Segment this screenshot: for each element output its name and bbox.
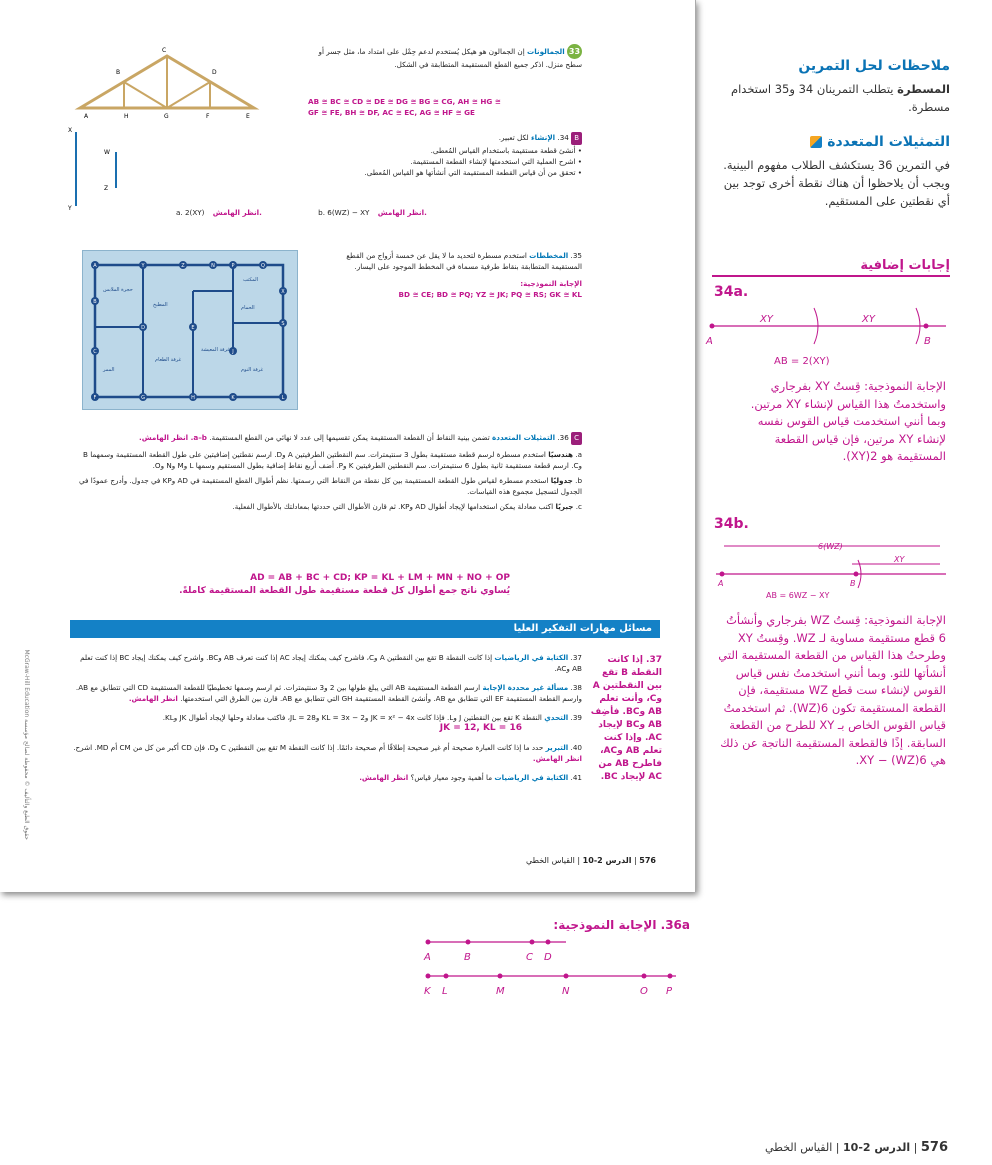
exercise-34-b-note: انظر الهامش.	[377, 208, 427, 217]
answer-34a-text: الإجابة النموذجية: قِستُ XY بفرجاري واستخدمتُ هذا القياس لإنشاء XY مرتين. وبما أنني استخدمت قياس القوس نفسه لإنشاء XY مرتين، فإن قياس القطعة المستقيمة هو 2(XY).	[750, 379, 946, 463]
fig34b-xy: XY	[894, 555, 905, 564]
line1-d: D	[544, 952, 552, 963]
seg-label-y: Y	[68, 205, 72, 212]
exercise-36-c-answer	[150, 572, 510, 598]
fig34b-6wz: 6(WZ)	[818, 542, 843, 551]
exercise-37: 37. الكتابة في الرياضيات إذا كانت النقطة B تقع بين النقطتين A وC، فاشرح كيف يمكنك إيجاد AC إذا كنت تعرف AB وBC. واشرح كيف يمكنك إيجاد BC إذا كنت تعلم AB وAC.	[80, 653, 582, 673]
exercise-36	[70, 432, 582, 512]
room-label-office: المكتب	[243, 277, 258, 283]
plan-label-z: Z	[181, 263, 185, 269]
exercise-36-b: b. جدوليًا استخدم مسطرة لقياس طول القطعة المستقيمة بين كل نقطة من النقاط التي رسمتها. نظم أطوال القطع المستقيمة في AD وKP في جدول. وأدرج عمودًا في الجدول لتسجيل مجموع هذه القياسات.	[79, 476, 582, 496]
exercise-33-answer-line1: AB ≅ BC ≅ CD ≅ DE ≅ DG ≅ BG ≅ CG, AH ≅ HG ≅	[308, 97, 501, 106]
exercise-33-answer	[308, 96, 578, 118]
exercise-36-c: c. جبريًا اكتب معادلة يمكن استخدامها لإيجاد أطوال AD وKP. ثم قارن الأطوال التي حددتها بمعادلتك بالأطوال الفعلية.	[232, 502, 582, 511]
multi-title: التمثيلات المتعددة	[712, 134, 950, 150]
room-label-hall: الممر	[103, 367, 115, 373]
inner-footer: 576 | الدرس 2-10 | القياس الخطي	[525, 856, 656, 865]
fig34b-a: A	[718, 579, 724, 588]
page-footer-lesson: الدرس 2-10	[843, 1141, 911, 1154]
fig34a-xy2: XY	[862, 314, 875, 325]
plan-label-q: Q	[261, 263, 265, 269]
floor-plan-drawing	[83, 251, 297, 409]
truss-label-h: H	[124, 113, 129, 120]
fig34a-b: B	[924, 336, 931, 347]
exercise-36-note: a–b. انظر الهامش.	[139, 433, 207, 442]
vertical-credit: حقوق الطبع والتأليف © محفوظة لصالح مؤسسة McGraw-Hill Education	[23, 649, 30, 840]
b-level-badge: B	[571, 132, 582, 145]
exercise-34-b: b. 6(WZ) − XY	[318, 208, 370, 217]
plan-label-c: C	[93, 349, 97, 355]
exercise-39: 39. التحدي النقطة K تقع بين النقطتين J وL. فإذا كانت JK = x² − 4x وKL = 3x − 2 وJL = 28، فاكتب معادلة وحلها لإيجاد أطوال JK وKL.	[162, 713, 582, 722]
seg-label-x: X	[68, 127, 73, 134]
exercise-35-body: استخدم مسطرة لتحديد ما لا يقل عن خمسة أزواج من القطع المستقيمة المتطابقة بنقاط طرفية مسماة في المخطط الموجود على اليسار.	[346, 251, 582, 271]
line2-m: M	[496, 986, 505, 997]
truss-label-d: D	[212, 69, 217, 76]
answer-36a-figure	[418, 932, 688, 998]
room-label-kitchen: المطبخ	[153, 302, 168, 308]
truss-label-a: A	[84, 113, 89, 120]
exercise-34	[300, 132, 582, 178]
truss-label-e: E	[246, 113, 250, 120]
answer-36a-label: 36a. الإجابة النموذجية:	[553, 918, 690, 932]
exercise-34-a: a. 2(XY)	[176, 208, 205, 217]
line1-c: C	[526, 952, 533, 963]
extra-answers-title: إجابات إضافية	[712, 258, 950, 277]
truss-label-b: B	[116, 69, 121, 76]
exercise-36-number: 36.	[557, 433, 569, 442]
exercise-38: 38. مسألة غير محددة الإجابة ارسم القطعة المستقيمة AB التي يبلغ طولها بين 2 و3 سنتيمترات. ثم ارسم وسمها تخطيطيًا للقطعة المستقيمة CD التي تتطابق مع AB. وارسم القطعة المستقيمة EF التي تتطابق مع AB. وأنشئ القطعة المستقيمة GH التي تتطابق مع AB. قارن بين الطرق التي استخدمتها. انظر الهامش.	[75, 683, 582, 703]
exercise-36-body: تضمن بينية النقاط أن القطعة المستقيمة يمكن تقسيمها إلى عدد لا نهائي من القطع المستقيمة.	[209, 433, 490, 442]
line2-n: N	[562, 986, 570, 997]
exercise-41: 41. الكتابة في الرياضيات ما أهمية وجود معيار قياس؟ انظر الهامش.	[359, 773, 582, 782]
truss-figure	[72, 44, 262, 120]
exercise-33-body: إن الجمالون هو هيكل يُستخدم لدعم حِمْل على امتداد ما، مثل جسر أو سطح منزل. اذكر جميع القطع المستقيمة المتطابقة في الشكل.	[318, 47, 582, 69]
multi-body: في التمرين 36 يستكشف الطلاب مفهوم البينية. ويجب أن يلاحظوا أن هناك نقطة أخرى توجد بين أي نقطتين على المستقيم.	[723, 158, 950, 208]
fig34a-xy1: XY	[760, 314, 773, 325]
inner-footer-title: القياس الخطي	[525, 856, 575, 865]
plan-label-p: P	[231, 263, 235, 269]
exercise-36-c-answer-text: يُساوي ناتج جمع أطوال كل قطعة مستقيمة طول القطعة المستقيمة كاملةً.	[179, 586, 510, 596]
plan-label-e: E	[191, 325, 195, 331]
exercise-35-example: BD ≅ CE; BD ≅ PQ; YZ ≅ JK; PQ ≅ RS; GK ≅ KL	[398, 290, 582, 299]
fig34b-caption: AB = 6WZ − XY	[766, 591, 830, 600]
exercise-34-parts	[176, 207, 576, 218]
exercise-34-bullet-1: • أنشئ قطعة مستقيمة باستخدام القياس المُعطى.	[430, 146, 582, 155]
line1-a: A	[424, 952, 431, 963]
truss-label-f: F	[206, 113, 210, 120]
exercise-34-bullet-2: • اشرح العملية التي استخدمتها لإنشاء القطعة المستقيمة.	[410, 157, 582, 166]
page-footer-title: القياس الخطي	[765, 1141, 833, 1154]
answer-34b-label: 34b.	[714, 516, 749, 532]
page-footer-number: 576	[920, 1140, 948, 1155]
seg-label-z: Z	[104, 185, 109, 192]
answer-34b-text: الإجابة النموذجية: قِستُ WZ بفرجاري وأنشأتُ 6 قطع مستقيمة مساوية لـ WZ. وقِستُ XY وطرحتُ هذا القياس من القطعة المستقيمة التي أنشأتها للتو. وبما أنني استخدمتُ نفس قياس القوس لإنشاء ست قطع WZ مستقيمة، فإن القطعة المستقيمة تكون 6(WZ). ثم استخدمتُ قياس القوس الخاص بـ XY للطرح من القطعة السابقة. إذًا فالقطعة المستقيمة الناتجة عن ذلك هي 6(WZ) − XY.	[718, 613, 946, 767]
exercise-34-a-note: انظر الهامش.	[212, 208, 262, 217]
room-label-bedroom: غرفة النوم	[241, 367, 264, 373]
exercise-34-bullet-3: • تحقق من أن قياس القطعة المستقيمة التي أنشأتها هو القياس المُعطى.	[364, 168, 582, 177]
plan-label-a: A	[93, 263, 97, 269]
exercise-33-lead: الجمالونات	[527, 47, 565, 56]
line2-p: P	[666, 986, 673, 997]
seg-label-w: W	[104, 149, 110, 156]
exercise-33-number: 33	[567, 44, 582, 59]
hots-banner: مسائل مهارات التفكير العليا	[70, 620, 660, 638]
truss-label-g: G	[164, 113, 169, 120]
line2-l: L	[442, 986, 448, 997]
plan-label-n: N	[211, 263, 215, 269]
plan-label-h: H	[191, 395, 195, 401]
notes-body: المسطرة يتطلب التمرينان 34 و35 استخدام مسطرة.	[730, 82, 950, 114]
exercise-33	[300, 44, 582, 70]
plan-label-j: J	[232, 349, 234, 355]
exercise-35-lead: المخططات	[529, 251, 569, 260]
segments-xy-wz	[66, 124, 136, 214]
plan-label-g: G	[141, 395, 145, 401]
multi-rep-icon	[810, 136, 822, 148]
room-label-closet: حجرة الملابس	[103, 287, 133, 293]
exercise-34-intro: لكل تعبير.	[498, 133, 529, 142]
hots-exercises	[70, 652, 582, 783]
plan-label-b: B	[93, 299, 97, 305]
answer-34b-figure	[712, 536, 948, 604]
inner-footer-lesson: الدرس 2-10	[582, 856, 632, 865]
answer-34a-figure	[702, 306, 948, 374]
inner-footer-page: 576	[639, 856, 656, 865]
plan-label-d: D	[141, 325, 145, 331]
exercise-36-c-answer-eq: AD = AB + BC + CD; KP = KL + LM + MN + NO + OP	[250, 573, 510, 583]
floor-plan	[82, 250, 298, 410]
exercise-39-answer: JK = 12, KL = 16	[439, 723, 522, 733]
exercise-35-example-label: الإجابة النموذجية:	[520, 279, 582, 288]
exercise-40: 40. التبرير حدد ما إذا كانت العبارة صحيحة أم غير صحيحة إطلاقًا أم صحيحة دائمًا. إذا كانت النقطة M تقع بين النقطتين C وD، فإن CD أكبر من كل من CM أم MD. اشرح. انظر الهامش.	[73, 743, 582, 763]
plan-label-x: X	[281, 289, 285, 295]
exercise-36-lead: التمثيلات المتعددة	[492, 433, 556, 442]
fig34a-a: A	[706, 336, 713, 347]
plan-label-y: Y	[141, 263, 145, 269]
room-label-living: غرفة المعيشة	[201, 347, 230, 353]
exercise-34-lead: الإنشاء	[530, 133, 556, 142]
line2-o: O	[640, 986, 648, 997]
truss-label-c: C	[162, 47, 167, 54]
room-label-bath: الحمام	[241, 305, 255, 311]
notes-bold: المسطرة	[897, 82, 950, 96]
c-level-badge: C	[571, 432, 582, 445]
exercise-35-number: 35.	[570, 251, 582, 260]
plan-label-f: F	[93, 395, 97, 401]
page-footer: 576 | الدرس 2-10 | القياس الخطي	[765, 1140, 948, 1155]
notes-title: ملاحظات لحل التمرين	[798, 58, 950, 74]
line1-b: B	[464, 952, 471, 963]
line2-k: K	[424, 986, 431, 997]
exercise-34-number: 34.	[557, 133, 569, 142]
exercise-35	[318, 250, 582, 300]
plan-label-k: K	[231, 395, 235, 401]
answer-34a-label: 34a.	[714, 284, 749, 300]
margin-answer-37: 37. إذا كانت النقطة B تقع بين النقطتين A وC، وأنت تعلم AB وBC. فأضِف AB وBC لإيجاد AC. وإذا كنت تعلم AB وAC، فاطرح AB من AC لإيجاد BC.	[590, 655, 662, 782]
plan-label-s: S	[281, 321, 285, 327]
fig34b-b: B	[850, 579, 856, 588]
room-label-dining: غرفة الطعام	[155, 357, 182, 363]
fig34a-caption: AB = 2(XY)	[774, 356, 830, 367]
exercise-36-a: a. هندسيًا استخدم مسطرة لرسم قطعة مستقيمة بطول 3 سنتيمترات. سم النقطتين الطرفيتين A وD. ارسم نقطتين إضافيتين على طول القطعة المستقيمة وسمهما B وC. ارسم قطعة مستقيمة ثانية بطول 6 سنتيمترات. سم النقطتين الطرفيتين K وP. أضف أربع نقاط إضافية بطول المستقيم وسمها L وM وN وO.	[83, 450, 582, 470]
exercise-33-answer-line2: GF ≅ FE, BH ≅ DF, AC ≅ EC, AG ≅ HF ≅ GE	[308, 108, 475, 117]
plan-label-l: L	[281, 395, 285, 401]
